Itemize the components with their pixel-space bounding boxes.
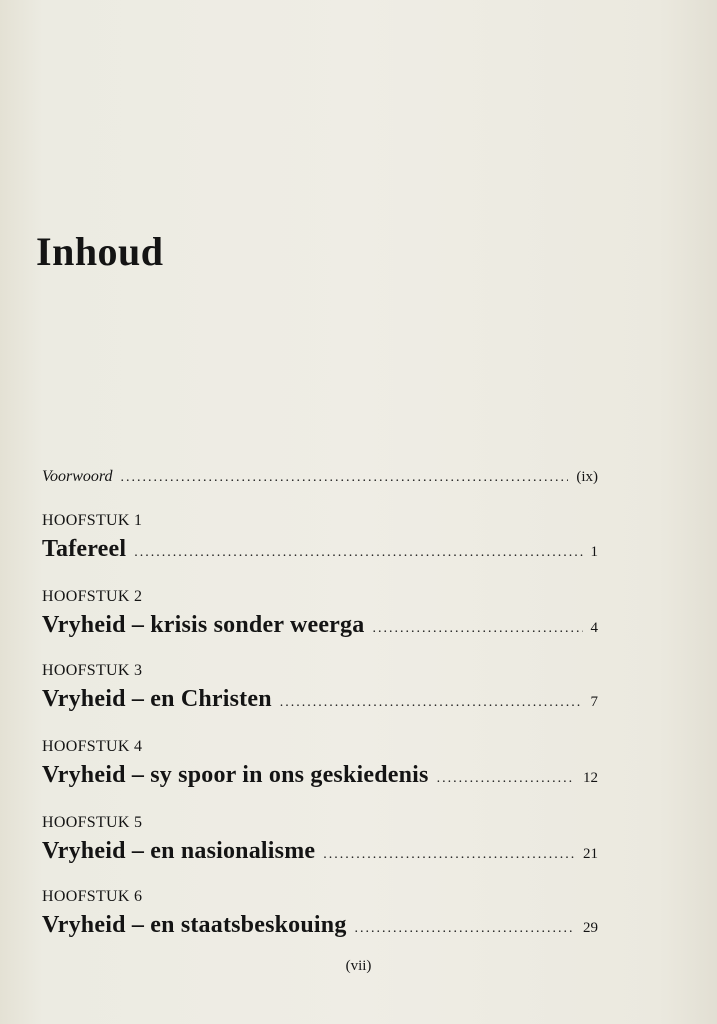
preface-page-number: (ix) bbox=[576, 469, 598, 485]
chapter-label: HOOFSTUK 3 bbox=[42, 662, 143, 679]
chapter-label: HOOFSTUK 1 bbox=[42, 512, 143, 529]
chapter-title: Vryheid – krisis sonder weerga bbox=[42, 612, 365, 638]
chapter-page-number: 7 bbox=[590, 694, 598, 710]
chapter-title: Vryheid – en staatsbeskouing bbox=[42, 912, 347, 938]
dot-leader bbox=[355, 921, 575, 937]
toc-line bbox=[42, 612, 598, 639]
dot-leader bbox=[134, 545, 582, 561]
page-number-footer: (vii) bbox=[345, 958, 372, 974]
dot-leader bbox=[437, 771, 575, 787]
chapter-page-number: 29 bbox=[583, 920, 598, 936]
toc-line bbox=[42, 536, 598, 563]
chapter-label: HOOFSTUK 4 bbox=[42, 738, 143, 755]
toc-line bbox=[42, 838, 598, 865]
chapter-page-number: 21 bbox=[583, 846, 598, 862]
chapter-title: Vryheid – en Christen bbox=[42, 686, 272, 712]
dot-leader bbox=[372, 621, 582, 637]
chapter-page-number: 1 bbox=[590, 544, 598, 560]
chapter-title: Vryheid – sy spoor in ons geskiedenis bbox=[42, 762, 429, 788]
dot-leader bbox=[323, 847, 575, 863]
chapter-page-number: 4 bbox=[590, 620, 598, 636]
preface-title: Voorwoord bbox=[42, 468, 113, 485]
page-title: Inhoud bbox=[36, 229, 164, 274]
chapter-title: Vryheid – en nasionalisme bbox=[42, 838, 316, 864]
toc-line bbox=[42, 912, 598, 939]
chapter-label: HOOFSTUK 6 bbox=[42, 888, 143, 905]
dot-leader bbox=[121, 470, 569, 486]
chapter-page-number: 12 bbox=[583, 770, 598, 786]
chapter-title: Tafereel bbox=[42, 536, 127, 562]
chapter-label: HOOFSTUK 5 bbox=[42, 814, 143, 831]
dot-leader bbox=[280, 695, 583, 711]
chapter-label: HOOFSTUK 2 bbox=[42, 588, 143, 605]
toc-line bbox=[42, 686, 598, 713]
toc-line bbox=[42, 468, 598, 486]
toc-line bbox=[42, 762, 598, 789]
